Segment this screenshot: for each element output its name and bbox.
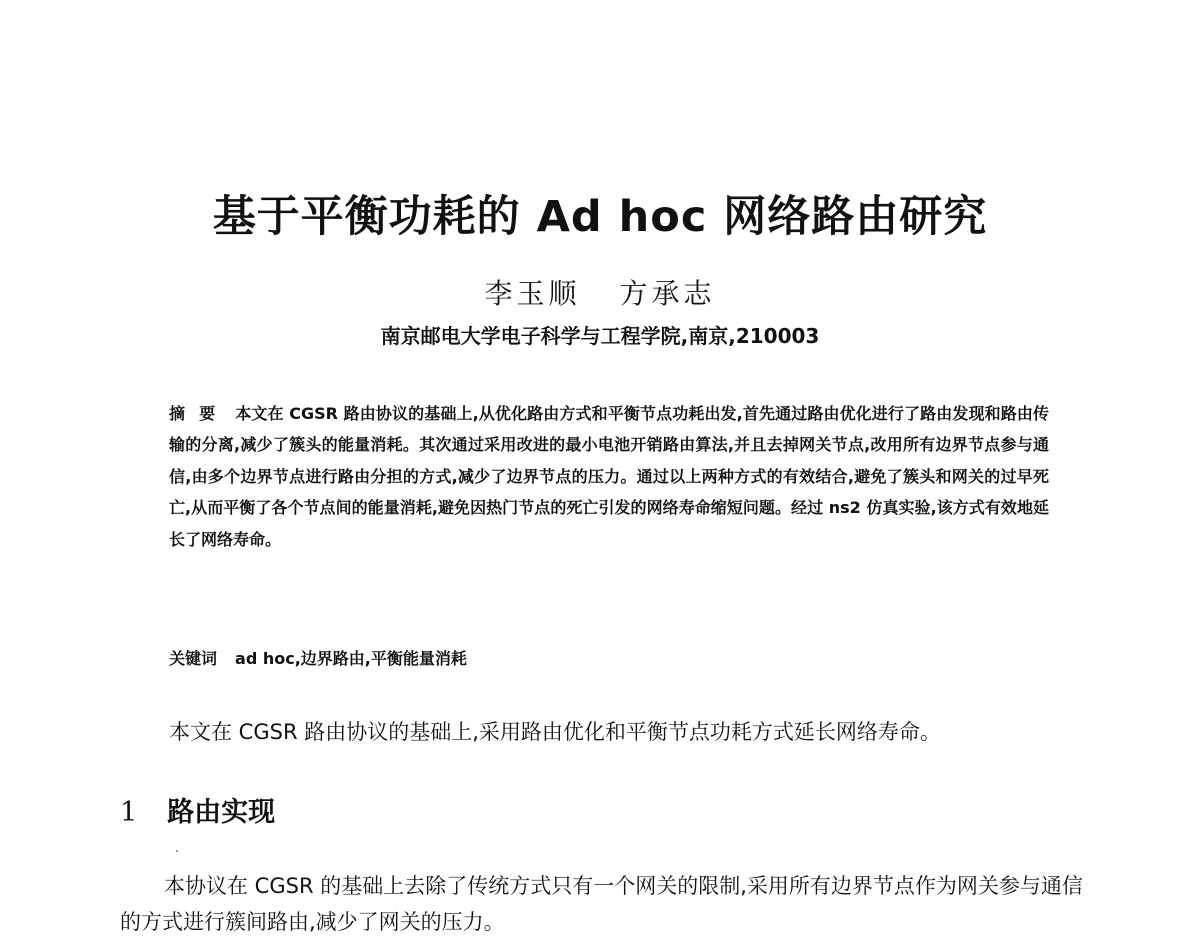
keywords-text: ad hoc,边界路由,平衡能量消耗	[235, 649, 467, 668]
paper-affiliation: 南京邮电大学电子科学与工程学院,南京,210003	[380, 324, 820, 348]
scan-speck	[176, 850, 178, 852]
section-title: 路由实现	[167, 797, 276, 828]
abstract	[169, 398, 1049, 555]
intro-paragraph: 本文在 CGSR 路由协议的基础上,采用路由优化和平衡节点功耗方式延长网络寿命。	[169, 720, 941, 744]
section-heading	[120, 790, 275, 829]
section-paragraph: 本协议在 CGSR 的基础上去除了传统方式只有一个网关的限制,采用所有边界节点作为网关参与通信的方式进行簇间路由,减少了网关的压力。	[120, 874, 1083, 934]
keywords-label: 关键词	[169, 649, 218, 668]
abstract-label: 摘要	[169, 404, 230, 423]
paper-authors: 李玉顺 方承志	[484, 277, 716, 310]
paper-title: 基于平衡功耗的 Ad hoc 网络路由研究	[212, 192, 988, 242]
abstract-text: 本文在 CGSR 路由协议的基础上,从优化路由方式和平衡节点功耗出发,首先通过路由优化进行了路由发现和路由传输的分离,减少了簇头的能量消耗。其次通过采用改进的最小电池开销路由算法,并且去掉网关节点,改用所有边界节点参与通信,由多个边界节点进行路由分担的方式,减少了边界节点的压力。通过以上两种方式的有效结合,避免了簇头和网关的过早死亡,从而平衡了各个节点间的能量消耗,避免因热门节点的死亡引发的网络寿命缩短问题。经过 ns2 仿真实验,该方式有效地延长了网络寿命。	[169, 404, 1049, 549]
keywords	[169, 646, 1049, 669]
section-number: 1	[120, 797, 138, 828]
